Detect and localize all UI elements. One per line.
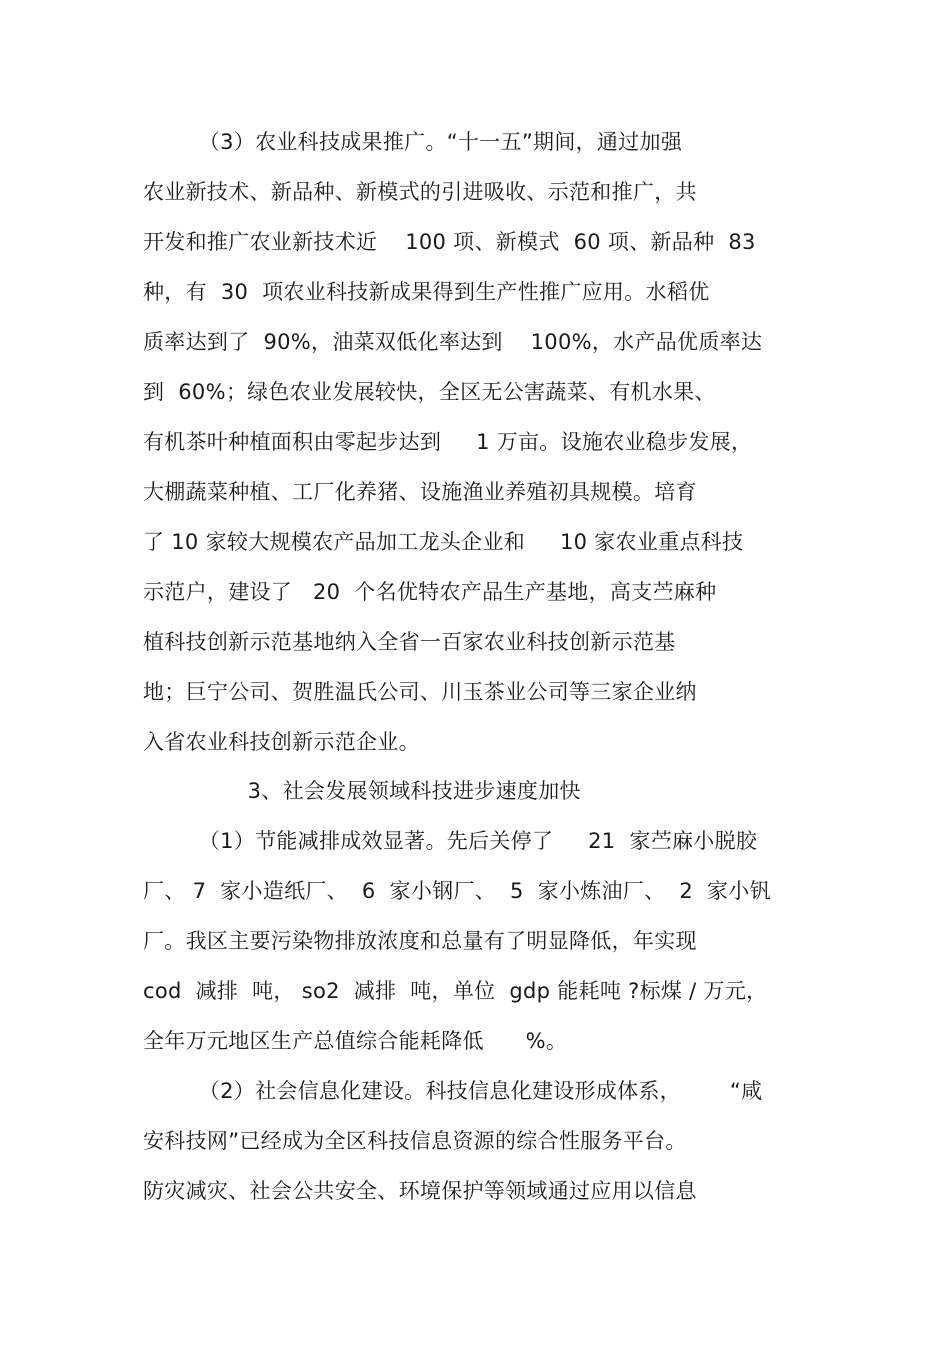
text-line: （1）节能减排成效显著。先后关停了 21 家苎麻小脱胶 [143,829,758,853]
text-line: 种，有 30 项农业科技新成果得到生产性推广应用。水稻优 [143,280,710,304]
text-line: （3）农业科技成果推广。“十一五”期间，通过加强 [143,130,683,154]
text-line: （2）社会信息化建设。科技信息化建设形成体系， “咸 [143,1079,763,1103]
text-line: 防灾减灾、社会公共安全、环境保护等领域通过应用以信息 [143,1179,697,1203]
section-heading: 3、社会发展领域科技进步速度加快 [143,779,581,803]
text-line: 农业新技术、新品种、新模式的引进吸收、示范和推广，共 [143,180,697,204]
text-line: cod 减排 吨， so2 减排 吨，单位 gdp 能耗吨 ?标煤 / 万元， [143,979,768,1003]
text-line: 质率达到了 90%，油菜双低化率达到 100%，水产品优质率达 [143,330,763,354]
text-line: 示范户，建设了 20 个名优特农产品生产基地，高支苎麻种 [143,580,717,604]
text-line: 地；巨宁公司、贺胜温氏公司、川玉茶业公司等三家企业纳 [143,680,697,704]
text-line: 植科技创新示范基地纳入全省一百家农业科技创新示范基 [143,630,676,654]
text-line: 了 10 家较大规模农产品加工龙头企业和 10 家农业重点科技 [143,530,744,554]
text-line: 厂、 7 家小造纸厂、 6 家小钢厂、 5 家小炼油厂、 2 家小钒 [143,879,771,903]
text-line: 到 60%；绿色农业发展较快，全区无公害蔬菜、有机水果、 [143,380,716,404]
text-line: 开发和推广农业新技术近 100 项、新模式 60 项、新品种 83 [143,230,756,254]
text-line: 安科技网”已经成为全区科技信息资源的综合性服务平台。 [143,1129,687,1153]
text-line: 厂。我区主要污染物排放浓度和总量有了明显降低，年实现 [143,929,697,953]
text-line: 有机茶叶种植面积由零起步达到 1 万亩。设施农业稳步发展， [143,430,753,454]
text-line: 全年万元地区生产总值综合能耗降低 %。 [143,1029,568,1053]
text-line: 大棚蔬菜种植、工厂化养猪、设施渔业养殖初具规模。培育 [143,480,697,504]
text-line: 入省农业科技创新示范企业。 [143,730,420,754]
